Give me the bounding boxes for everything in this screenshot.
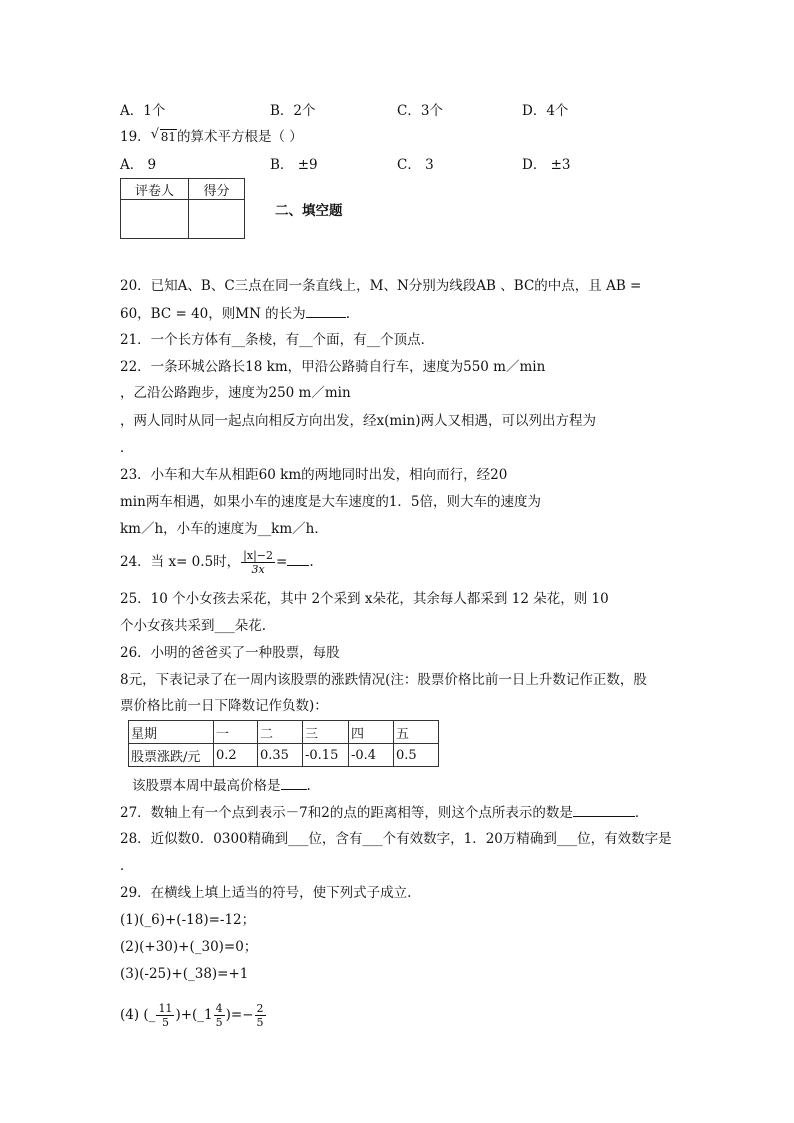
stock-table-header-cell: 星期: [129, 721, 214, 744]
q19-text: 的算术平方根是（ ）: [176, 129, 303, 145]
q29-e4-prefix: (4) (_: [120, 1007, 156, 1023]
fraction-denominator: 5: [161, 1016, 169, 1029]
q24-answer-blank[interactable]: [287, 551, 309, 566]
stock-table-cell: 0.35: [258, 744, 303, 767]
stock-table-data-row: [129, 744, 439, 767]
stock-table-header-row: [129, 721, 439, 744]
q26-line-2: 8元，下表记录了在一周内该股票的涨跌情况(注：股票价格比前一日上升数记作正数，股: [120, 672, 647, 688]
section-title: 二、填空题: [275, 203, 343, 219]
q23-line-2: min两车相遇，如果小车的速度是大车速度的1．5倍，则大车的速度为: [120, 494, 541, 510]
q24-fraction: [241, 549, 275, 576]
stock-table-header-cell: 四: [349, 721, 394, 744]
stock-table-cell: 0.2: [214, 744, 258, 767]
q26-question-text: 该股票本周中最高价格是: [132, 778, 281, 794]
q22-line-2: ，乙沿公路跑步，速度为250 m／min: [120, 385, 351, 401]
stock-table-header-cell: 二: [258, 721, 303, 744]
q27-answer-blank[interactable]: [573, 802, 635, 817]
fraction-denominator: 5: [215, 1016, 223, 1029]
q24-line: 24．当 x= 0.5时， $\frac{|x|-2}{3x}$ = .: [120, 549, 314, 576]
q19-radicand: 81: [160, 130, 176, 144]
score-table: [120, 178, 245, 239]
q29-expression-4: [120, 997, 267, 1033]
score-table-header-score: 得分: [189, 179, 245, 200]
q22-line-3: ，两人同时从同一起点向相反方向出发，经x(min)两人又相遇，可以列出方程为: [120, 413, 596, 429]
q18-option-d: D．4个: [522, 103, 569, 119]
q29-e4-fraction-2: [214, 1002, 225, 1029]
q29-e4-middle: )+(_1: [175, 1007, 213, 1023]
q28-line-2: ．: [120, 858, 134, 874]
sqrt-symbol: √ 81: [150, 127, 176, 144]
score-table-cell-score[interactable]: [189, 200, 245, 239]
fraction-denominator: 5: [256, 1016, 264, 1029]
q20-line-2-text: 60，BC = 40，则MN 的长为: [120, 306, 306, 322]
fraction-numerator: 4: [215, 1002, 223, 1015]
q23-line-3: km／h，小车的速度为__km／h．: [120, 521, 328, 537]
stock-table-header-cell: 五: [394, 721, 439, 744]
q18-option-c: C．3个: [397, 103, 443, 119]
q21-line: 21．一个长方体有__条棱，有__个面，有__个顶点．: [120, 332, 435, 348]
q28-line-1: 28．近似数0．0300精确到___位，含有___个有效数字，1．20万精确到___位，有效数字是: [120, 831, 672, 847]
q19-option-c: C． 3: [397, 157, 434, 173]
q24-prefix: 24．当 x= 0.5时，: [120, 554, 241, 570]
stock-table-cell: 0.5: [394, 744, 439, 767]
q25-line-1: 25．10 个小女孩去采花，其中 2个采到 x朵花，其余每人都采到 12 朵花，则 10: [120, 591, 609, 607]
q29-e4-fraction-1: [156, 1002, 174, 1029]
q18-option-a: A．1个: [120, 103, 166, 119]
stock-table-cell: -0.15: [303, 744, 349, 767]
q24-numerator: |x|−2: [243, 549, 273, 562]
stock-table-header-cell: 三: [303, 721, 349, 744]
q26-answer-blank[interactable]: [281, 775, 307, 790]
q29-e4-equals: )=−: [225, 1007, 254, 1023]
q29-e4-fraction-3: [255, 1002, 266, 1029]
q19-number: 19．: [120, 129, 151, 145]
q19-option-d: D． ±3: [522, 157, 571, 173]
q29-title: 29．在横线上填上适当的符号，使下列式子成立.: [120, 885, 412, 901]
q27-line: 27．数轴上有一个点到表示－7和2的点的距离相等，则这个点所表示的数是 ．: [120, 802, 648, 823]
score-table-cell-grader[interactable]: [121, 200, 189, 239]
fraction-numerator: 2: [256, 1002, 264, 1015]
q20-answer-blank[interactable]: [306, 303, 346, 318]
q20-line-1: 20．已知A、B、C三点在同一条直线上，M、N分别为线段AB 、BC的中点，且 AB =: [120, 278, 642, 294]
q18-option-b: B．2个: [270, 103, 316, 119]
q29-expression-2: (2)(+30)+(_30)=0；: [120, 939, 258, 955]
stock-table-header-cell: 一: [214, 721, 258, 744]
q22-line-4: ．: [120, 440, 134, 456]
q20-line-2: 60，BC = 40，则MN 的长为 .: [120, 303, 350, 324]
stock-table-cell: -0.4: [349, 744, 394, 767]
fraction-numerator: 11: [158, 1002, 173, 1015]
q25-line-2: 个小女孩共采到___朵花.: [120, 618, 267, 634]
q26-line-4: 该股票本周中最高价格是 .: [132, 775, 311, 796]
q19-option-a: A． 9: [120, 157, 157, 173]
q24-equals: =: [276, 554, 288, 570]
q29-expression-3: (3)(-25)+(_38)=+1: [120, 966, 249, 982]
q19-option-b: B． ±9: [270, 157, 318, 173]
stock-table: [128, 720, 439, 767]
q19-stem: [120, 127, 303, 147]
q26-line-3: 票价格比前一日下降数记作负数)：: [120, 698, 328, 714]
q23-line-1: 23．小车和大车从相距60 km的两地同时出发，相向而行，经20: [120, 467, 508, 483]
q22-line-1: 22．一条环城公路长18 km，甲沿公路骑自行车，速度为550 m／min: [120, 359, 546, 375]
q27-text: 27．数轴上有一个点到表示－7和2的点的距离相等，则这个点所表示的数是: [120, 805, 573, 821]
q24-denominator: 3x: [251, 563, 265, 576]
q26-line-1: 26．小明的爸爸买了一种股票，每股: [120, 645, 340, 661]
stock-table-cell: 股票涨跌/元: [129, 744, 214, 767]
q29-expression-1: (1)(_6)+(-18)=-12；: [120, 912, 256, 928]
score-table-header-grader: 评卷人: [121, 179, 189, 200]
